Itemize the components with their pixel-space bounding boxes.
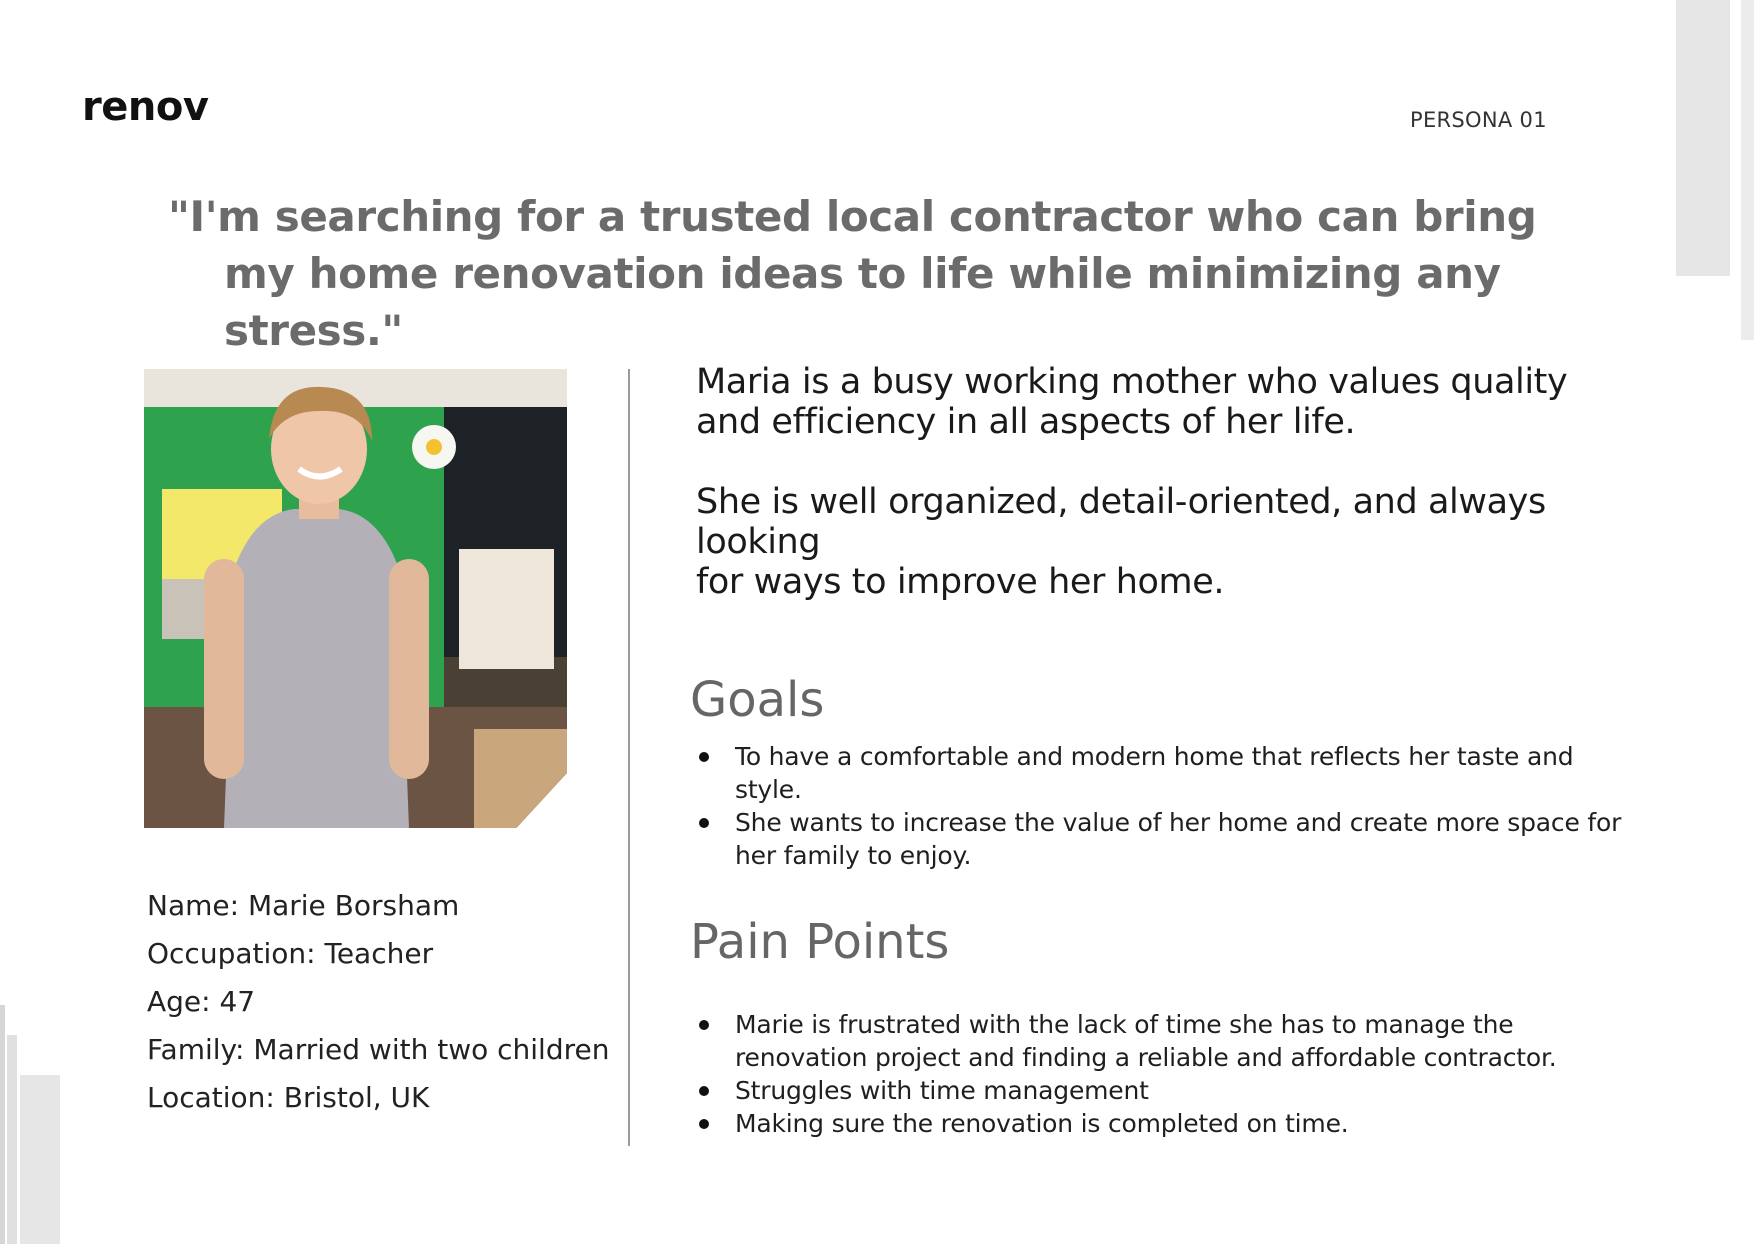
decor-bar-bottom-left bbox=[20, 1075, 60, 1244]
bullet-icon bbox=[699, 1119, 709, 1129]
list-item bbox=[696, 806, 1636, 872]
column-divider bbox=[628, 369, 630, 1146]
bio-p2-line-2: for ways to improve her home. bbox=[696, 562, 1225, 602]
bullet-icon bbox=[699, 1020, 709, 1030]
persona-photo bbox=[144, 369, 567, 828]
persona-quote bbox=[168, 188, 1568, 359]
persona-facts bbox=[147, 882, 609, 1122]
list-item bbox=[696, 1008, 1636, 1074]
decor-bar-bottom-left-thin bbox=[0, 1005, 5, 1244]
bio-p1-line-1: Maria is a busy working mother who values quality bbox=[696, 362, 1568, 402]
pain-points-list bbox=[696, 1008, 1636, 1140]
goal-text: To have a comfortable and modern home that reflects her taste and style. bbox=[735, 742, 1574, 804]
fact-occupation: Occupation: Teacher bbox=[147, 937, 434, 970]
quote-line-1: "I'm searching for a trusted local contractor who can bring bbox=[168, 192, 1537, 241]
bio-p1-line-2: and efficiency in all aspects of her life. bbox=[696, 402, 1356, 442]
bio-p2-line-1: She is well organized, detail-oriented, and always looking bbox=[696, 482, 1546, 562]
goal-text: She wants to increase the value of her home and create more space for her family to enjoy. bbox=[735, 808, 1622, 870]
decor-bar-bottom-left-mid bbox=[7, 1035, 17, 1244]
list-item bbox=[696, 1107, 1636, 1140]
bullet-icon bbox=[699, 752, 709, 762]
list-item bbox=[696, 740, 1636, 806]
quote-line-2: my home renovation ideas to life while minimizing any stress." bbox=[224, 249, 1501, 355]
pain-points-title: Pain Points bbox=[690, 914, 950, 970]
fact-family: Family: Married with two children bbox=[147, 1033, 610, 1066]
pain-point-text: Marie is frustrated with the lack of time she has to manage the renovation project and finding a reliable and affordable contractor. bbox=[735, 1010, 1557, 1072]
bio-paragraph-2 bbox=[696, 482, 1676, 602]
brand-logo: renov bbox=[82, 84, 209, 130]
bullet-icon bbox=[699, 1086, 709, 1096]
fact-age: Age: 47 bbox=[147, 985, 256, 1018]
decor-bar-top-right-thin bbox=[1741, 0, 1754, 340]
bullet-icon bbox=[699, 818, 709, 828]
fact-name: Name: Marie Borsham bbox=[147, 889, 460, 922]
persona-bio bbox=[696, 362, 1676, 642]
decor-bar-top-right bbox=[1676, 0, 1730, 276]
list-item bbox=[696, 1074, 1636, 1107]
bio-paragraph-1 bbox=[696, 362, 1676, 442]
pain-point-text: Making sure the renovation is completed on time. bbox=[735, 1109, 1349, 1138]
goals-title: Goals bbox=[690, 672, 825, 728]
pain-point-text: Struggles with time management bbox=[735, 1076, 1149, 1105]
goals-list bbox=[696, 740, 1636, 872]
persona-label: PERSONA 01 bbox=[1410, 108, 1547, 132]
fact-location: Location: Bristol, UK bbox=[147, 1081, 430, 1114]
